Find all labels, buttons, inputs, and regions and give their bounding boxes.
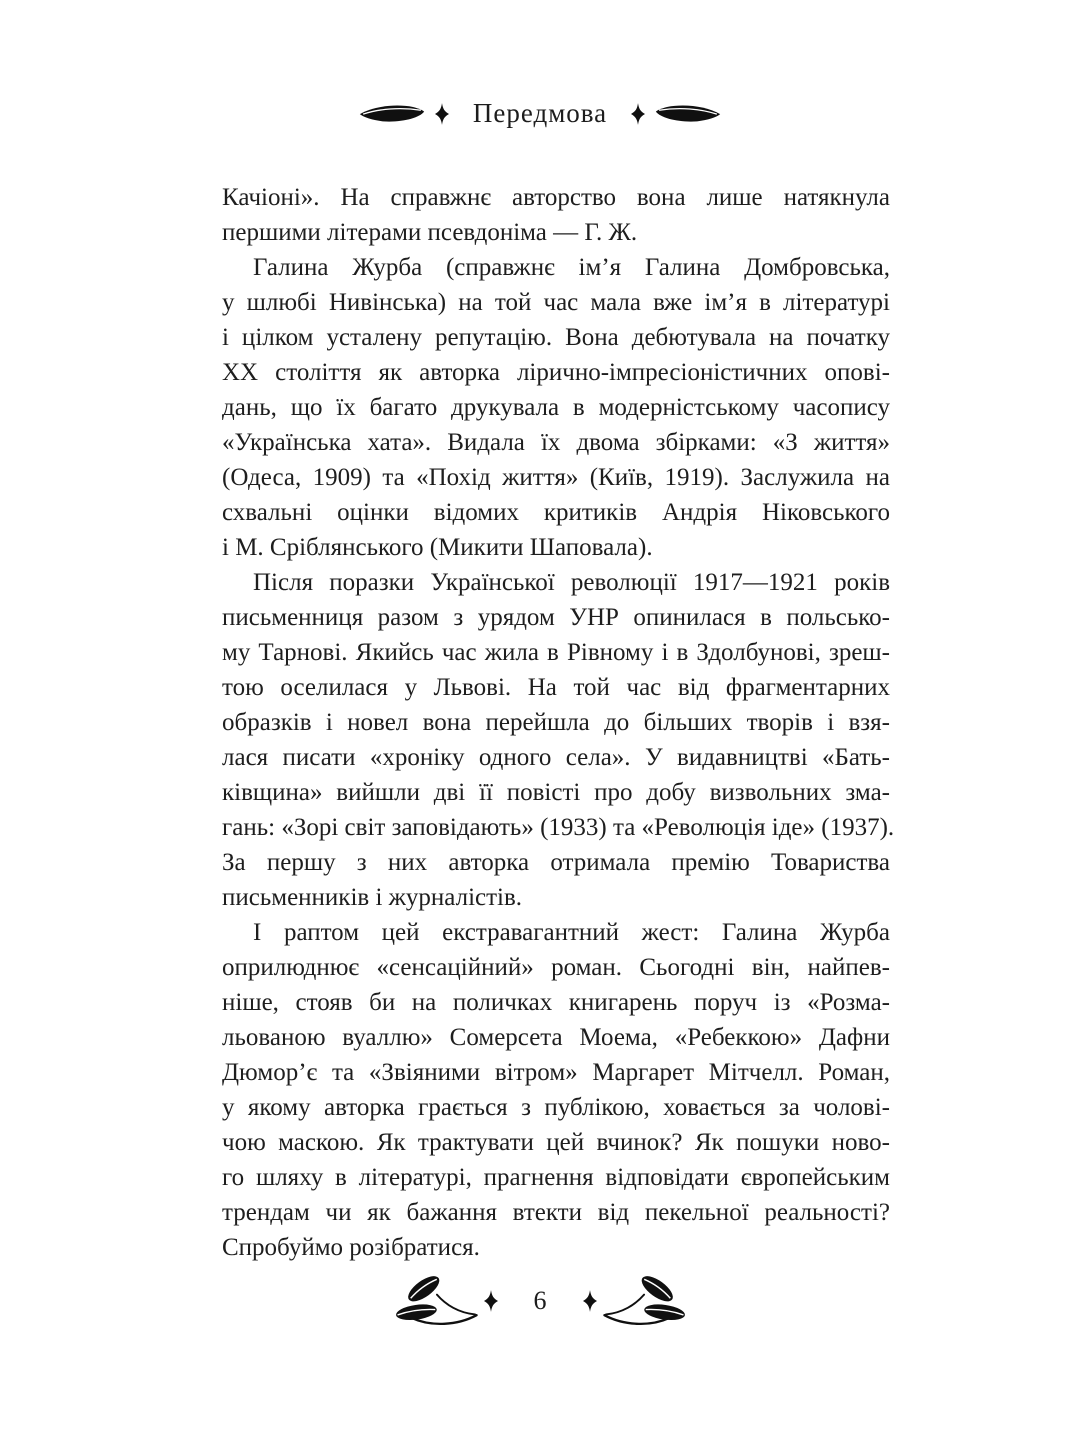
text-line: го шляху в літературі, прагнення відповідати європейським <box>222 1164 890 1191</box>
running-head <box>0 98 1080 129</box>
double-leaf-branch-left-icon <box>390 1274 478 1327</box>
text-line: гань: «Зорі світ заповідають» (1933) та «Революція іде» (1937). <box>222 814 895 841</box>
text-line: За першу з них авторка отримала премію Товариства <box>222 849 890 876</box>
double-leaf-branch-right-icon <box>603 1274 691 1327</box>
text-line: лася писати «хроніку одного села». У видавництві «Бать- <box>222 744 890 771</box>
page-number: 6 <box>533 1285 547 1315</box>
text-line: «Українська хата». Видала їх двома збірками: «З життя» <box>222 429 890 456</box>
text-line: оприлюднює «сенсаційний» роман. Сьогодні він, найпев- <box>222 954 890 981</box>
text-line: І раптом цей екстравагантний жест: Галина Журба <box>253 919 890 946</box>
text-line: ніше, стояв би на поличках книгарень поруч із «Розма- <box>222 989 890 1016</box>
text-line: му Тарнові. Якийсь час жила в Рівному і в Здолбунові, зреш- <box>222 639 890 666</box>
text-line: образків і новел вона перейшла до більших творів і взя- <box>222 709 890 736</box>
page-footer <box>0 1274 1080 1327</box>
text-line: Дюмор’є та «Звіяними вітром» Маргарет Мітчелл. Роман, <box>222 1059 890 1086</box>
text-line: Спробуймо розібратися. <box>222 1234 480 1261</box>
paragraph <box>222 565 895 915</box>
four-point-star-icon <box>631 103 645 125</box>
text-line: льованою вуаллю» Сомерсета Моема, «Ребеккою» Дафни <box>222 1024 890 1051</box>
text-line: Після поразки Української революції 1917—1921 років <box>253 569 890 596</box>
four-point-star-icon <box>484 1290 498 1312</box>
paragraph <box>222 250 890 565</box>
text-line: (Одеса, 1909) та «Похід життя» (Київ, 1919). Заслужила на <box>222 464 890 491</box>
text-block <box>222 180 895 1265</box>
leaf-ornament-right-icon <box>655 103 721 124</box>
text-line: Качіоні». На справжнє авторство вона лише натякнула <box>222 184 890 211</box>
text-line: і М. Сріблянського (Микити Шаповала). <box>222 534 653 561</box>
text-line: дань, що їх багато друкувала в модерністському часопису <box>222 394 890 421</box>
text-line: Галина Журба (справжнє ім’я Галина Домбровська, <box>253 254 890 281</box>
text-line: у якому авторка грається з публікою, ховається за чолові- <box>222 1094 890 1121</box>
four-point-star-icon <box>583 1290 597 1312</box>
text-line: першими літерами псевдоніма — Г. Ж. <box>222 219 638 246</box>
text-line: письменників і журналістів. <box>222 884 523 911</box>
text-line: трендам чи як бажання втекти від пекельної реальності? <box>222 1199 890 1226</box>
paragraph <box>222 915 890 1265</box>
text-line: чою маскою. Як трактувати цей вчинок? Як пошуки ново- <box>222 1129 890 1156</box>
text-line: схвальні оцінки відомих критиків Андрія Ніковського <box>222 499 890 526</box>
text-line: ХХ століття як авторка лірично-імпресіоністичних опові- <box>222 359 890 386</box>
four-point-star-icon <box>435 103 449 125</box>
paragraph <box>222 180 890 250</box>
text-line: у шлюбі Нивінська) на той час мала вже ім’я в літературі <box>222 289 890 316</box>
text-line: тою оселилася у Львові. На той час від фрагментарних <box>222 674 890 701</box>
page-title: Передмова <box>472 98 608 128</box>
leaf-ornament-left-icon <box>359 103 425 124</box>
text-line: письменниця разом з урядом УНР опинилася в польсько- <box>222 604 890 631</box>
text-line: ківщина» вийшли дві її повісті про добу визвольних зма- <box>222 779 890 806</box>
text-line: і цілком усталену репутацію. Вона дебютувала на початку <box>222 324 890 351</box>
